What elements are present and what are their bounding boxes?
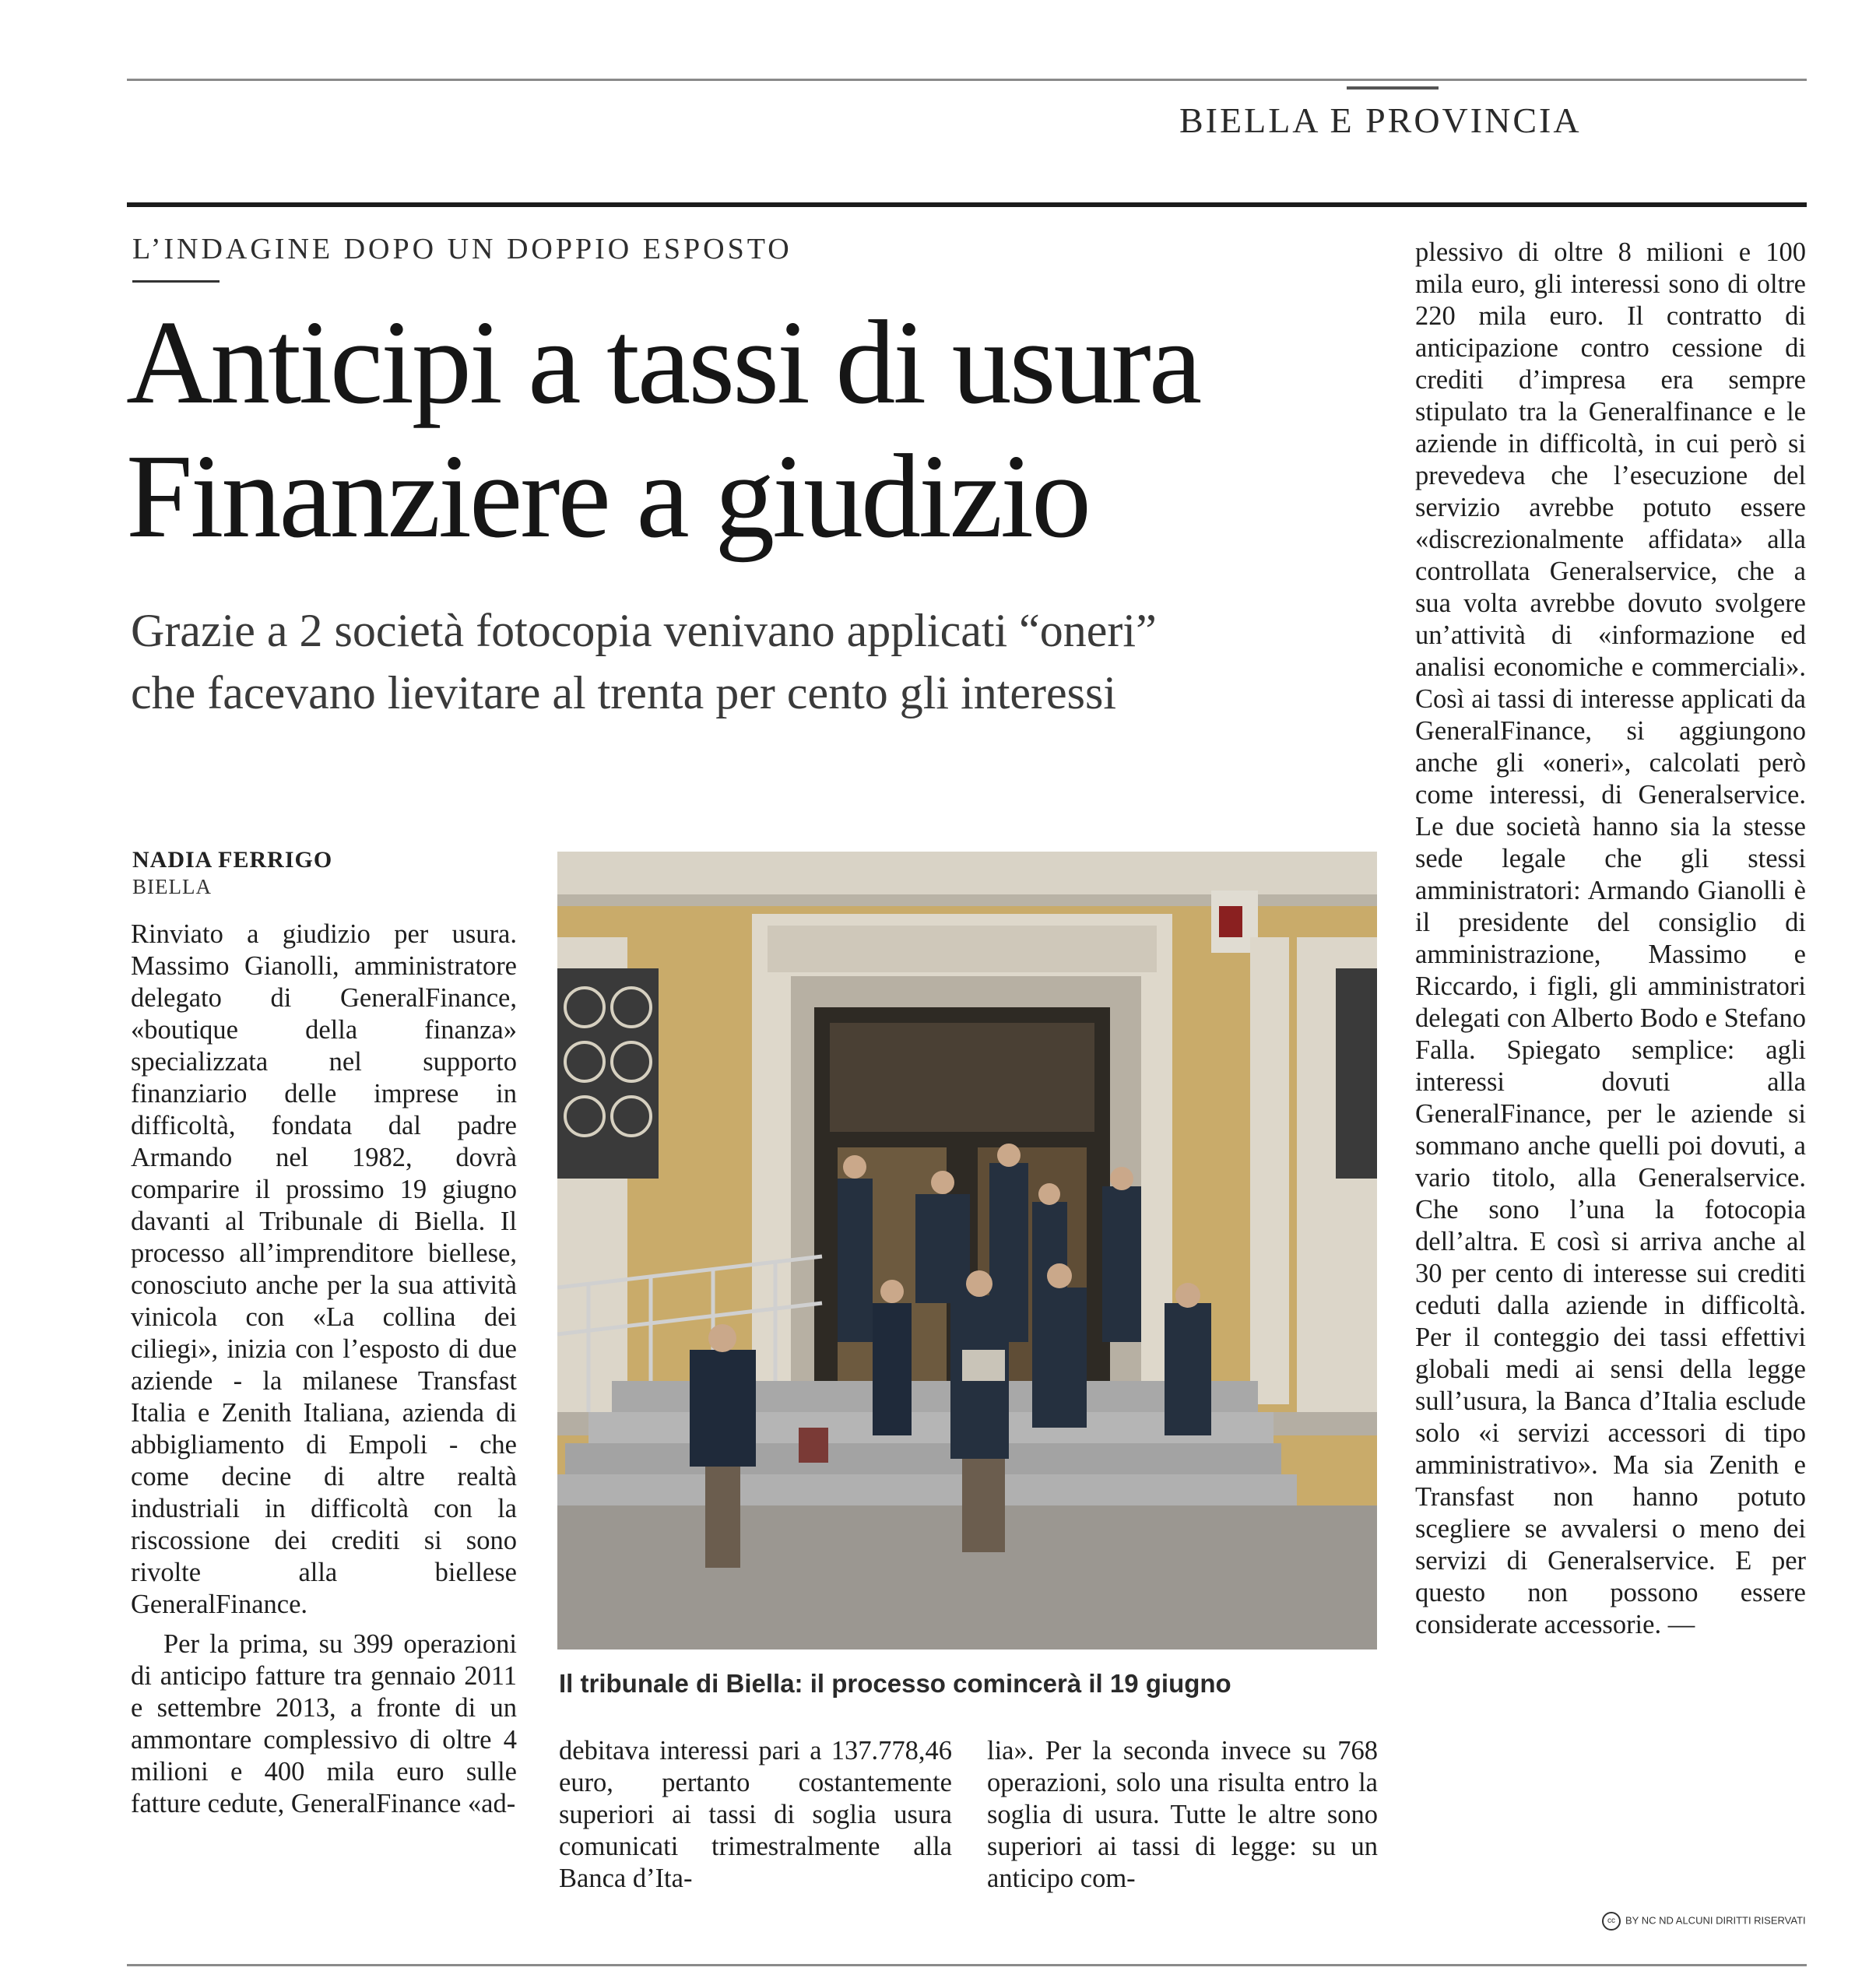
article-column-1 — [131, 919, 517, 1820]
byline-place: BIELLA — [132, 875, 212, 898]
article-column-2-text: debitava interessi pari a 137.778,46 euro, pertanto costantemente superiori ai tassi di soglia usura comunicati trimestralmente alla Banca d’Ita- — [559, 1736, 952, 1893]
photo-caption: Il tribunale di Biella: il processo comincerà il 19 giugno — [559, 1669, 1231, 1698]
top-rule-accent — [1347, 86, 1439, 90]
subhead-line-1: Grazie a 2 società fotocopia venivano applicati “oneri” — [131, 605, 1157, 656]
article-column-2 — [559, 1735, 952, 1895]
headline — [126, 296, 1372, 564]
header-rule — [127, 202, 1807, 207]
article-column-3 — [987, 1735, 1378, 1895]
license-text: BY NC ND ALCUNI DIRITTI RISERVATI — [1625, 1914, 1806, 1927]
article-column-3-text: lia». Per la seconda invece su 768 operazioni, solo una risulta entro la soglia di usura. Tutte le altre sono superiori ai tassi di legge: su un anticipo com- — [987, 1736, 1378, 1893]
kicker-rule — [132, 280, 220, 283]
bottom-rule — [127, 1964, 1807, 1966]
headline-line-1: Anticipi a tassi di usura — [126, 297, 1200, 429]
tribunal-photo — [557, 852, 1377, 1650]
article-column-4-text: plessivo di oltre 8 milioni e 100 mila euro, gli interessi sono di oltre 220 mila euro. Il contratto di anticipazione contro cessione di crediti d’impresa era sempre stipulato tra la Generalfinance e le aziende in difficoltà, in cui però si prevedeva che l’esecuzione del servizio avrebbe potuto essere «discrezionalmente affidata» alla controllata Generalservice, che a sua volta avrebbe dovuto svolgere un’attività di «informazione ed analisi economiche e commerciali». Così ai tassi di interesse applicati da GeneralFinance, si aggiungono anche gli «oneri», calcolati però come interessi, di Generalservice. Le due società hanno sia la stesse sede legale che gli stessi amministratori: Armando Gianolli è il presidente del consiglio di amministrazione, Massimo e Riccardo, i figli, gli amministratori delegati con Alberto Bodo e Stefano Falla. Spiegato semplice: agli interessi dovuti alla GeneralFinance, per le aziende si sommano anche quelli poi dovuti, a vario titolo, alla Generalservice. Che sono l’una la fotocopia dell’altra. E così si arriva anche al 30 per cento di interesse sui crediti ceduti dalla aziende in difficoltà. Per il conteggio dei tassi effettivi globali medi ai sensi della legge sull’usura, la Banca d’Italia esclude solo «i servizi accessori di tipo amministrativo». Ma sia Zenith e Transfast non hanno potuto scegliere se avvalersi o meno dei servizi di Generalservice. E per questo non possono essere considerate accessorie. — — [1415, 237, 1806, 1639]
headline-line-2: Finanziere a giudizio — [126, 430, 1089, 563]
top-rule — [127, 79, 1807, 81]
subheadline — [131, 599, 1392, 724]
article-paragraph-2: Per la prima, su 399 operazioni di anticipo fatture tra gennaio 2011 e settembre 2013, a fronte di un ammontare complessivo di oltre 4 milioni e 400 mila euro sulle fatture cedute, GeneralFinance «ad- — [131, 1629, 517, 1818]
subhead-line-2: che facevano lievitare al trenta per cento gli interessi — [131, 667, 1117, 718]
section-title: BIELLA E PROVINCIA — [1179, 100, 1582, 140]
kicker: L’INDAGINE DOPO UN DOPPIO ESPOSTO — [132, 233, 792, 265]
creative-commons-icon: cc — [1602, 1912, 1621, 1931]
license-note — [1602, 1912, 1806, 1931]
byline-author: NADIA FERRIGO — [132, 847, 333, 873]
article-paragraph-1: Rinviato a giudizio per usura. Massimo Gianolli, amministratore delegato di GeneralFinance, «boutique della finanza» specializzata nel supporto finanziario delle imprese in difficoltà, fondata dal padre Armando nel 1982, dovrà comparire il prossimo 19 giugno davanti al Tribunale di Biella. Il processo all’imprenditore biellese, conosciuto anche per la sua attività vinicola con «La collina dei ciliegi», inizia con l’esposto di due aziende - la milanese Transfast Italia e Zenith Italiana, azienda di abbigliamento di Empoli - che come decine di altre realtà industriali in difficoltà con la riscossione dei crediti si sono rivolte alla biellese GeneralFinance. — [131, 919, 517, 1619]
article-column-4 — [1415, 237, 1806, 1641]
